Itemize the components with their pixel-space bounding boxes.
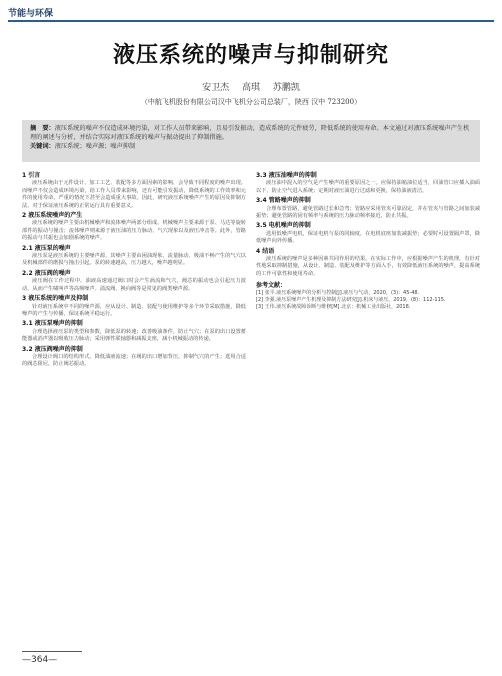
section-heading: 3.5 电机噪声的抑制 xyxy=(256,222,311,230)
page-number: —364— xyxy=(22,655,58,665)
body-paragraph: 针对液压系统中不同的噪声源，应从设计、制造、装配与使用维护等多个环节采取措施，降低噪声的产生与传播，保证系统平稳运行。 xyxy=(22,303,246,317)
reference-item: [1] 张平.液压系统噪声的分析与控制[J].液压与气动，2020，(3)：45-48. xyxy=(256,290,420,297)
body-paragraph: 液压系统的噪声是多种因素共同作用的结果。在实际工作中，应根据噪声产生的机理，有针对性地采取抑制措施，从设计、制造、装配及维护等方面入手，有效降低液压系统的噪声，提高系统的工作可靠性和使用寿命。 xyxy=(256,256,480,277)
reference-item: [2] 李强.液压泵噪声产生机理及抑制方法研究[J].机床与液压，2019，(8)：112-115. xyxy=(256,297,446,304)
section-heading: 2.2 液压阀的噪声 xyxy=(22,269,71,277)
section-heading: 2 液压系统噪声的产生 xyxy=(22,212,83,220)
body-paragraph: 液压泵是液压系统的主要噪声源，其噪声主要由困油现象、流量脉动、吸油不畅产生的气穴以及机械部件的磨损与撞击引起。泵的转速越高，压力越大，噪声越明显。 xyxy=(22,253,246,267)
section-heading: 4 结语 xyxy=(256,247,275,255)
section-heading: 2.1 液压泵的噪声 xyxy=(22,244,71,252)
section-heading: 1 引言 xyxy=(22,172,41,179)
references-title: 参考文献： xyxy=(256,282,287,290)
abstract-box xyxy=(22,120,480,162)
section-heading: 3.1 液压泵噪声的抑制 xyxy=(22,320,83,328)
section-heading: 3 液压系统的噪声及抑制 xyxy=(22,295,89,303)
header-rule xyxy=(8,20,494,22)
references xyxy=(256,282,480,311)
body-paragraph: 液压油中混入的空气是产生噪声的重要原因之一。应保持油箱油位适当，回油管口应插入油面以下，防止空气进入系统；定期对液压油进行过滤和更换，保持油液清洁。 xyxy=(256,180,480,194)
body-paragraph: 液压阀在工作过程中，油液高速通过阀口时会产生涡流和气穴，阀芯的振动也会引起压力波动，从而产生啸叫声等高频噪声。溢流阀、换向阀等是常见的阀类噪声源。 xyxy=(22,278,246,292)
abstract-label: 摘 要： xyxy=(30,125,55,132)
right-column xyxy=(256,170,480,311)
body-paragraph: 合理布置管路，避免管路过长和急弯；管路应采用管夹可靠固定，并在管夹与管路之间加装减振垫；避免管路的固有频率与系统的压力脉动频率接近，防止共振。 xyxy=(256,205,480,220)
body-paragraph: 合理设计阀口的结构形式，降低油液流速；在阀的出口增加背压，抑制气穴的产生；选用合适的阀芯阻尼，防止阀芯振动。 xyxy=(22,353,246,368)
paper-title: 液压系统的噪声与抑制研究 xyxy=(112,42,389,68)
section-heading: 3.2 液压阀噪声的抑制 xyxy=(22,345,83,353)
keywords: 液压系统；噪声源；噪声抑制 xyxy=(54,143,136,150)
section-header: 节能与环保 xyxy=(8,9,54,19)
affiliation: （中航飞机股份有限公司汉中飞机分公司总装厂，陕西 汉中 723200） xyxy=(140,98,362,106)
abstract-text: 液压系统的噪声不仅造成环境污染，对工作人员带来影响，且易引发振动，造成系统的元件疲劳，降低系统的使用寿命。本文通过对液压系统噪声产生机理的阐述与分析，并结合实际对液压系统的噪声与振动提出了抑制措施。 xyxy=(30,125,470,141)
section-heading: 3.3 液压油噪声的抑制 xyxy=(256,172,317,179)
authors: 安卫杰 高琪 苏鹏凯 xyxy=(202,83,300,93)
reference-item: [3] 王伟.液压系统故障诊断与维修[M].北京：机械工业出版社，2018. xyxy=(256,304,411,311)
body-paragraph: 合理选择液压泵的类型和参数，降低泵的转速；改善吸油条件，防止气穴；在泵的出口设置蓄能器或消声器以吸收压力脉动；采用弹性联轴器和减振支座，减小机械振动的传递。 xyxy=(22,328,246,343)
section-heading: 3.4 管路噪声的抑制 xyxy=(256,197,311,205)
body-paragraph: 液压系统的噪声主要由机械噪声和流体噪声两部分组成。机械噪声主要来源于泵、马达等旋转部件的振动与撞击；流体噪声则来源于液压油的压力脉动、气穴现象以及液压冲击等。此外，管路的振动与共振也会加剧系统的噪声。 xyxy=(22,220,246,242)
keywords-label: 关键词： xyxy=(30,143,55,150)
footer-rule xyxy=(22,651,82,652)
body-paragraph: 选用低噪声电机，保证电机与泵的同轴度，在电机底座加装减振垫；必要时可设置隔声罩，降低噪声向外传播。 xyxy=(256,230,480,245)
body-paragraph: 液压系统由于元件设计、加工工艺、装配等多方面因素的影响，会导致不同程度的噪声出现。而噪声不仅会造成环境污染，给工作人员带来影响，还有可能引发振动，降低系统的工作效率和元件的使用寿命，严重的情况下甚至会造成重大事故。因此，研究液压系统噪声产生的原因及抑制方法，对于保证液压系统的正常运行具有重要意义。 xyxy=(22,180,246,209)
left-column xyxy=(22,170,246,370)
